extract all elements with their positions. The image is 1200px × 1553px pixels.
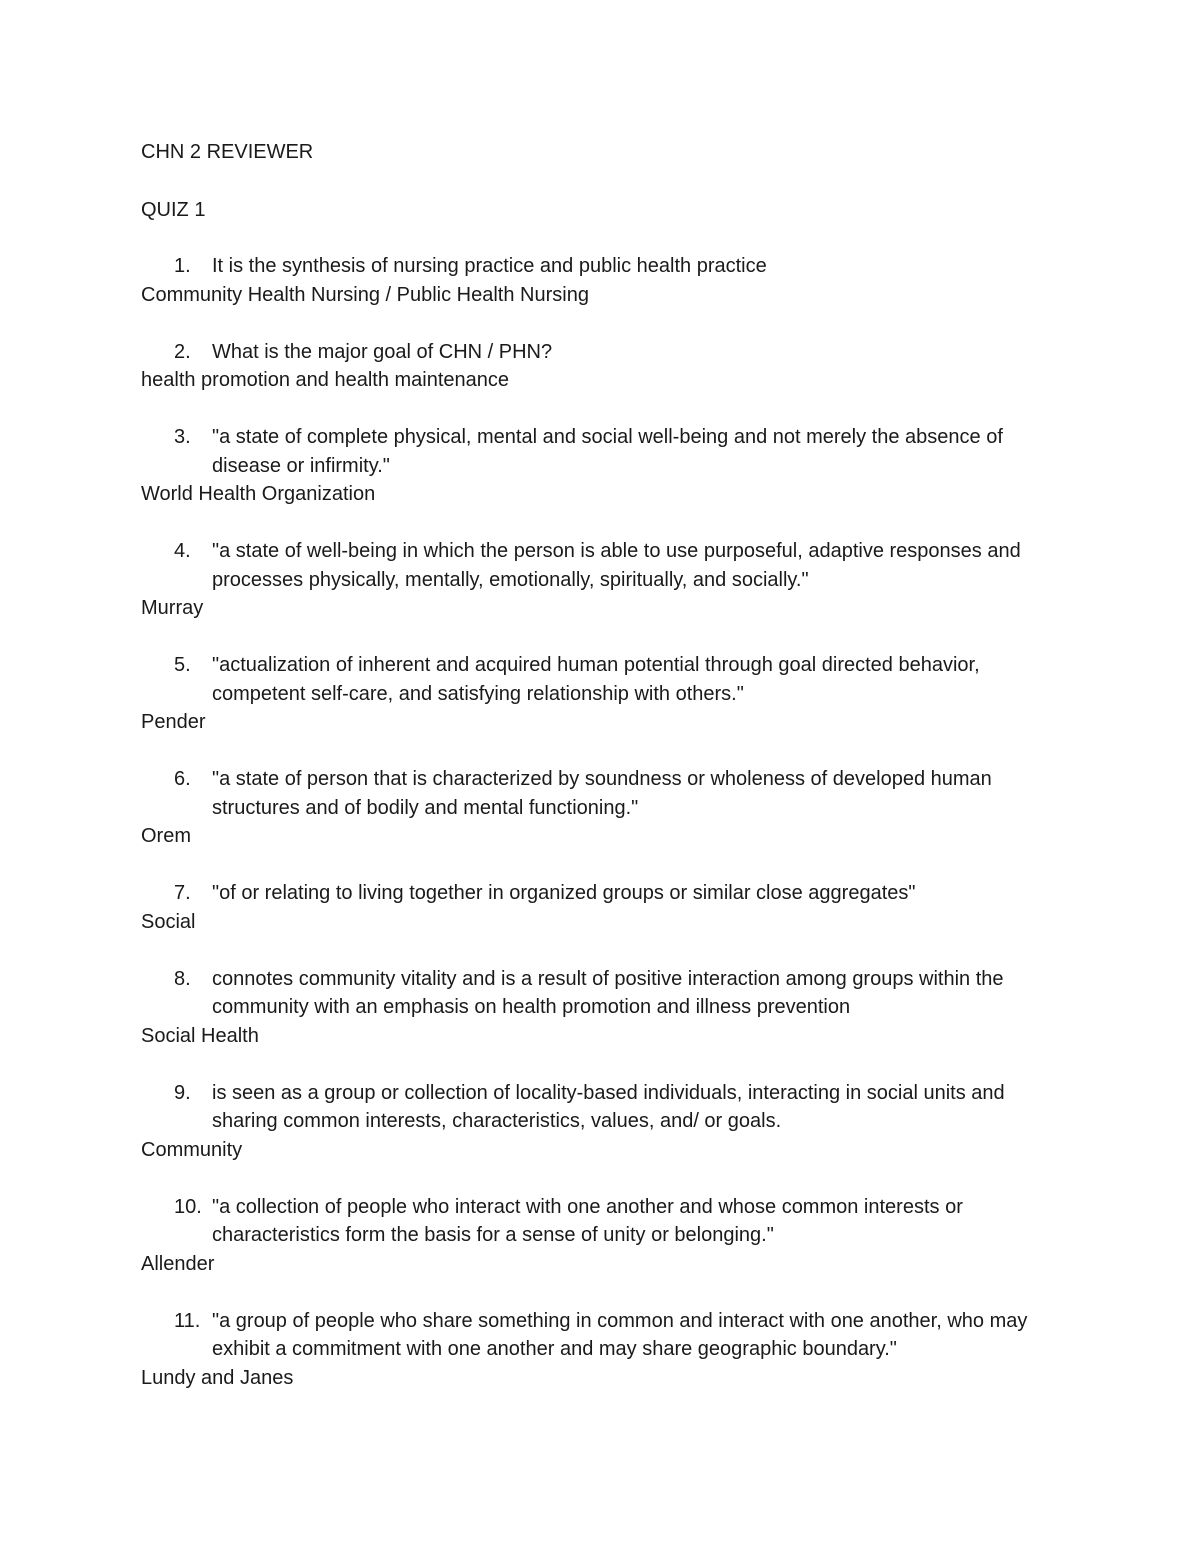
question-text: "a group of people who share something in common and interact with one another, who may exhibit a commitment with one another and may share geographic boundary." — [212, 1309, 1028, 1360]
question-list — [141, 252, 1061, 1392]
question-number: 2. — [174, 340, 191, 363]
document-title: CHN 2 REVIEWER — [141, 141, 314, 163]
question-number: 7. — [174, 882, 191, 904]
answer-text: Lundy and Janes — [141, 1366, 294, 1389]
question-line — [174, 1307, 1061, 1364]
answer-text: Pender — [141, 711, 206, 733]
question-number: 9. — [174, 1081, 191, 1104]
question-line — [174, 651, 1061, 708]
question-line — [174, 879, 1061, 908]
question-text: "a state of well-being in which the person is able to use purposeful, adaptive responses and processes physically, mentally, emotionally, spiritually, and socially." — [212, 540, 1021, 591]
question-text: What is the major goal of CHN / PHN? — [212, 340, 553, 363]
question-number: 3. — [174, 426, 191, 448]
question-text: "a state of person that is characterized by soundness or wholeness of developed human structures and of bodily and mental functioning." — [212, 768, 992, 819]
question-line — [174, 423, 1061, 480]
quiz-item — [141, 537, 1061, 623]
answer-text: Social — [141, 910, 196, 933]
question-number: 8. — [174, 967, 191, 990]
answer-text: Murray — [141, 597, 204, 619]
answer-text: Community Health Nursing / Public Health Nursing — [141, 283, 589, 306]
question-number: 4. — [174, 540, 191, 562]
quiz-heading: QUIZ 1 — [141, 198, 206, 221]
quiz-item — [141, 423, 1061, 509]
quiz-item — [141, 1307, 1061, 1393]
question-line — [174, 1079, 1061, 1136]
quiz-item — [141, 1079, 1061, 1165]
answer-text: Allender — [141, 1252, 215, 1275]
answer-text: Social Health — [141, 1024, 259, 1047]
answer-text: World Health Organization — [141, 483, 376, 505]
question-number: 11. — [174, 1309, 201, 1332]
quiz-item — [141, 1193, 1061, 1279]
question-number: 6. — [174, 768, 191, 790]
question-text: "actualization of inherent and acquired human potential through goal directed behavior, competent self-care, and satisfying relationship with others." — [212, 654, 980, 705]
question-line — [174, 965, 1061, 1022]
question-line — [174, 338, 1061, 367]
question-line — [174, 765, 1061, 822]
question-text: "of or relating to living together in organized groups or similar close aggregates" — [212, 882, 916, 904]
answer-text: health promotion and health maintenance — [141, 369, 510, 391]
quiz-item — [141, 965, 1061, 1051]
question-line — [174, 1193, 1061, 1250]
question-line — [174, 252, 1061, 281]
quiz-item — [141, 651, 1061, 737]
question-number: 5. — [174, 654, 191, 676]
question-text: is seen as a group or collection of locality-based individuals, interacting in social units and sharing common interests, characteristics, values, and/ or goals. — [212, 1081, 1005, 1132]
answer-text: Orem — [141, 825, 191, 847]
question-number: 1. — [174, 255, 191, 277]
document-page — [141, 138, 1061, 1421]
quiz-item — [141, 252, 1061, 309]
quiz-item — [141, 338, 1061, 395]
question-text: It is the synthesis of nursing practice and public health practice — [212, 255, 767, 277]
quiz-item — [141, 765, 1061, 851]
question-line — [174, 537, 1061, 594]
quiz-item — [141, 879, 1061, 936]
question-text: "a state of complete physical, mental and social well-being and not merely the absence of disease or infirmity." — [212, 426, 1003, 477]
answer-text: Community — [141, 1138, 243, 1161]
question-number: 10. — [174, 1195, 202, 1218]
question-text: connotes community vitality and is a result of positive interaction among groups within the community with an emphasis on health promotion and illness prevention — [212, 967, 1004, 1018]
question-text: "a collection of people who interact with one another and whose common interests or characteristics form the basis for a sense of unity or belonging." — [212, 1195, 963, 1246]
